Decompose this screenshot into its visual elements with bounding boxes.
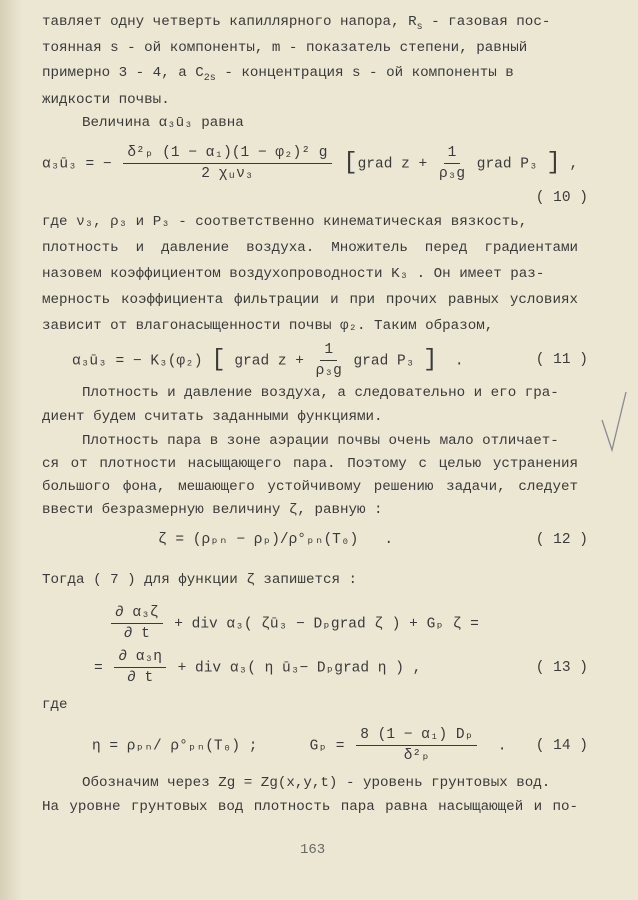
equation-12: ζ = (ρₚₙ − ρₚ)/ρ°ₚₙ(T₀) . [158,532,394,548]
text-line: назовем коэффициентом воздухопроводности K₃ . Он имеет раз- [42,266,545,282]
text-line: жидкости почвы. [42,92,170,108]
text-line: плотность и давление воздуха. Множитель перед градиентами [42,240,578,256]
text-line: где ν₃, ρ₃ и P₃ - соответственно кинематическая вязкость, [42,214,528,230]
text-line: тавляет одну четверть капиллярного напора, $R_s$ - газовая пос- [42,14,551,33]
equation-number: ( 11 ) [535,352,588,368]
text-line: Тогда ( 7 ) для функции ζ запишется : [42,572,358,588]
handwritten-checkmark-icon [600,390,630,460]
text-line: ся от плотности насыщающего пара. Поэтому с целью устранения [42,456,578,472]
text-line: где [42,697,68,713]
text-line: диент будем считать заданными функциями. [42,409,383,425]
text-line: большого фона, мешающего устойчивому решению задачи, следует [42,479,578,495]
equation-number: ( 14 ) [535,738,588,754]
page-number: 163 [300,842,326,858]
equation-13-line-1: $\frac{\text{∂ α₃ζ}}{\partial t}$ + div α₃( ζū₃ − Dₚgrad ζ ) + Gₚ ζ = [108,604,479,643]
page-shadow [0,0,22,900]
text-line: примерно 3 - 4, а $C_{2s}$ - концентрация s - ой компоненты в [42,65,514,84]
equation-14: η = ρₚₙ/ ρ°ₚₙ(T₀) ; Gₚ = $\frac{\text{8 (1 − α₁) Dₚ}}{\text{δ²ₚ}}$ . [92,727,507,764]
equation-number: ( 10 ) [535,190,588,206]
equation-13-line-2: = $\frac{\text{∂ α₃η}}{\partial t}$ + div α₃( η ū₃− Dₚgrad η ) , [94,649,422,686]
text-line: На уровне грунтовых вод плотность пара равна насыщающей и по- [42,799,578,815]
text-line: Величина α₃ū₃ равна [82,115,244,131]
text-line: зависит от влагонасыщенности почвы φ₂. Таким образом, [42,318,494,334]
equation-number: ( 13 ) [535,660,588,676]
text-line: мерность коэффициента фильтрации и при прочих равных условиях [42,292,578,308]
text-line: Плотность и давление воздуха, а следовательно и его гра- [82,385,559,401]
equation-10: α₃ū₃ = − $\frac{\text{δ²ₚ (1 − α₁)(1 − φ₂)² g}}{\text{2 χᵤν₃}}$ [grad z + $\frac{1}{\text{ρ₃g}}$ grad P₃ ] , [42,145,579,182]
equation-number: ( 12 ) [535,532,588,548]
equation-11: α₃ū₃ = − K₃(φ₂) [ grad z + $\frac{1}{\text{ρ₃g}}$ grad P₃ ] . [72,342,464,379]
text-line: Плотность пара в зоне аэрации почвы очень мало отличает- [82,433,559,449]
text-line: ввести безразмерную величину ζ, равную : [42,502,383,518]
text-line: Обозначим через Zg = Zg(x,y,t) - уровень грунтовых вод. [82,775,551,791]
text-line: тоянная s - ой компоненты, m - показатель степени, равный [42,40,528,56]
